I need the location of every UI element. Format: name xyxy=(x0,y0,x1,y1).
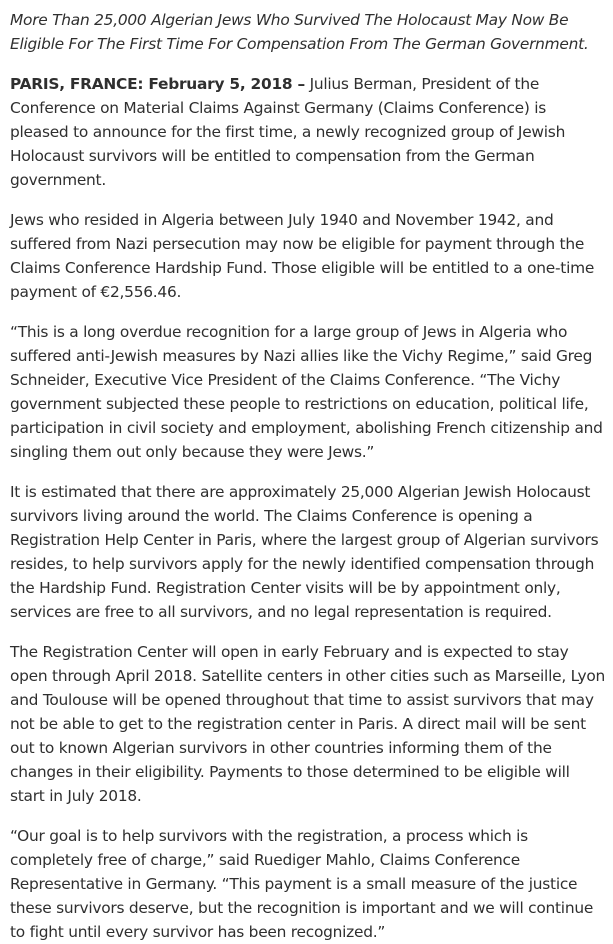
paragraph-registration-center: It is estimated that there are approximately 25,000 Algerian Jewish Holocaust survivors living around the world. The Claims Conference is opening a Registration Help Center in Paris, where the largest group of Algerian survivors resides, to help survivors apply for the newly identified compensation through the Hardship Fund. Registration Center visits will be by appointment only, services are free to all survivors, and no legal representation is required. xyxy=(10,483,599,621)
paragraph-schneider-quote: “This is a long overdue recognition for a large group of Jews in Algeria who suffered anti-Jewish measures by Nazi allies like the Vichy Regime,” said Greg Schneider, Executive Vice President of the Claims Conference. “The Vichy government subjected these people to restrictions on education, political life, participation in civil society and employment, abolishing French citizenship and singling them out only because they were Jews.” xyxy=(10,323,603,461)
paragraph-schedule: The Registration Center will open in early February and is expected to stay open through April 2018. Satellite centers in other cities such as Marseille, Lyon and Toulouse will be opened throughout that time to assist survivors that may not be able to get to the registration center in Paris. A direct mail will be sent out to known Algerian survivors in other countries informing them of the changes in their eligibility. Payments to those determined to be eligible will start in July 2018. xyxy=(10,643,606,805)
dateline: PARIS, FRANCE: February 5, 2018 – xyxy=(10,75,305,93)
paragraph-eligibility: Jews who resided in Algeria between July 1940 and November 1942, and suffered from Nazi persecution may now be eligible for payment through the Claims Conference Hardship Fund. Those eligible will be entitled to a one-time payment of €2,556.46. xyxy=(10,211,595,301)
lead-paragraph xyxy=(10,72,607,192)
article-subtitle: More Than 25,000 Algerian Jews Who Survived The Holocaust May Now Be Eligible For The First Time For Compensation From The German Government. xyxy=(10,11,589,53)
lead-text: Julius Berman, President of the Conference on Material Claims Against Germany (Claims Conference) is pleased to announce for the first time, a newly recognized group of Jewish Holocaust survivors will be entitled to compensation from the German government. xyxy=(10,75,566,189)
paragraph-mahlo-quote: “Our goal is to help survivors with the registration, a process which is completely free of charge,” said Ruediger Mahlo, Claims Conference Representative in Germany. “This payment is a small measure of the justice these survivors deserve, but the recognition is important and we will continue to fight until every survivor has been recognized.” xyxy=(10,827,594,941)
